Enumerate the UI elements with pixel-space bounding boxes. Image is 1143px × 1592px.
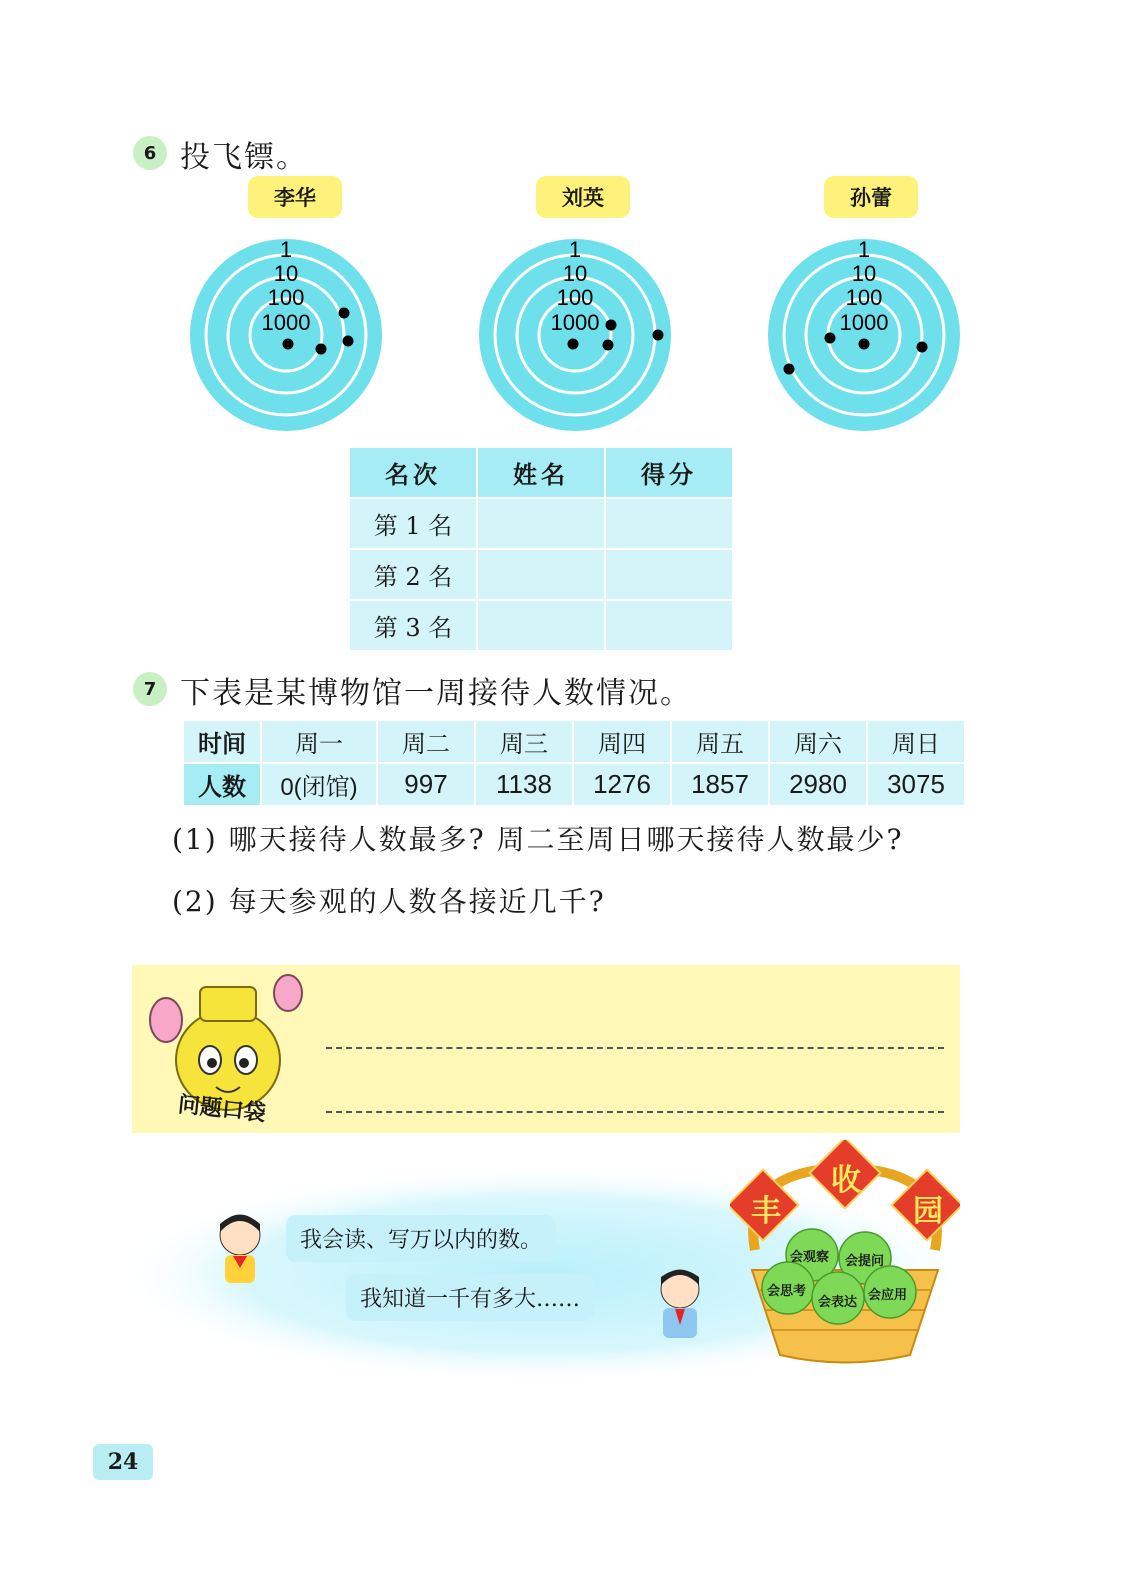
name-cell[interactable]	[477, 498, 605, 549]
label-1000: 1000	[550, 310, 600, 335]
girl-avatar	[205, 1210, 275, 1285]
apple-label: 会应用	[868, 1288, 908, 1303]
table-row	[349, 600, 733, 651]
label-1: 1	[857, 237, 871, 262]
label-10: 10	[562, 261, 588, 286]
label-100: 100	[267, 285, 305, 310]
ranking-table	[348, 446, 734, 652]
player-name-tag-1: 李华	[248, 176, 342, 218]
count-cell: 2980	[769, 763, 867, 806]
score-cell[interactable]	[605, 498, 733, 549]
count-cell: 0(闭馆)	[261, 763, 377, 806]
label-1: 1	[568, 237, 582, 262]
apple-label: 会观察	[790, 1250, 830, 1265]
label-1: 1	[279, 237, 293, 262]
day-cell: 周日	[867, 720, 965, 763]
dartboard-1	[186, 235, 386, 435]
name-cell[interactable]	[477, 549, 605, 600]
row-label-count: 人数	[183, 763, 261, 806]
label-100: 100	[845, 285, 883, 310]
question-7-sub-2: (2) 每天参观的人数各接近几千?	[172, 885, 606, 918]
count-cell: 1276	[573, 763, 671, 806]
dart-hit	[859, 339, 870, 350]
table-row	[349, 498, 733, 549]
page-number: 24	[93, 1444, 153, 1480]
day-cell: 周三	[475, 720, 573, 763]
answer-line-1[interactable]	[326, 1047, 944, 1049]
rank-cell: 第 1 名	[349, 498, 477, 549]
label-10: 10	[851, 261, 877, 286]
dart-hit	[343, 336, 354, 347]
day-cell: 周五	[671, 720, 769, 763]
dart-hit	[603, 340, 614, 351]
day-cell: 周一	[261, 720, 377, 763]
question-7-title: 下表是某博物馆一周接待人数情况。	[180, 676, 692, 711]
label-1000: 1000	[261, 310, 311, 335]
apple-label: 会提问	[845, 1254, 885, 1269]
dart-hit	[283, 339, 294, 350]
count-cell: 997	[377, 763, 475, 806]
header-score: 得分	[605, 447, 733, 498]
question-6-number: 6	[133, 136, 167, 170]
dartboard-3	[764, 235, 964, 435]
dart-hit	[653, 330, 664, 341]
dartboard-2	[475, 235, 675, 435]
name-cell[interactable]	[477, 600, 605, 651]
score-cell[interactable]	[605, 600, 733, 651]
girl-speech-bubble: 我会读、写万以内的数。	[286, 1215, 556, 1262]
header-rank: 名次	[349, 447, 477, 498]
diamond-char-1: 丰	[751, 1194, 781, 1229]
pocket-label: 问题口袋	[176, 1092, 267, 1127]
dart-hit	[339, 308, 350, 319]
apple-label: 会思考	[767, 1284, 807, 1299]
visitor-table	[182, 719, 966, 807]
diamond-char-3: 园	[913, 1194, 943, 1229]
question-6-title: 投飞镖。	[180, 140, 308, 175]
boy-avatar	[645, 1265, 715, 1340]
day-cell: 周四	[573, 720, 671, 763]
dart-hit	[606, 320, 617, 331]
rank-cell: 第 3 名	[349, 600, 477, 651]
player-name-tag-3: 孙蕾	[824, 176, 918, 218]
boy-speech-bubble: 我知道一千有多大……	[346, 1274, 594, 1321]
dart-hit	[784, 364, 795, 375]
table-row	[349, 549, 733, 600]
question-7-number: 7	[133, 672, 167, 706]
dart-hit	[917, 342, 928, 353]
label-1000: 1000	[839, 310, 889, 335]
header-name: 姓名	[477, 447, 605, 498]
dart-hit	[825, 333, 836, 344]
day-cell: 周二	[377, 720, 475, 763]
answer-line-2[interactable]	[326, 1111, 944, 1113]
question-7-sub-1: (1) 哪天接待人数最多? 周二至周日哪天接待人数最少?	[172, 823, 904, 856]
rank-cell: 第 2 名	[349, 549, 477, 600]
dart-hit	[316, 344, 327, 355]
dart-hit	[568, 339, 579, 350]
count-cell: 1857	[671, 763, 769, 806]
row-label-time: 时间	[183, 720, 261, 763]
label-100: 100	[556, 285, 594, 310]
count-cell: 1138	[475, 763, 573, 806]
day-cell: 周六	[769, 720, 867, 763]
apple-label: 会表达	[818, 1295, 858, 1310]
label-10: 10	[273, 261, 299, 286]
score-cell[interactable]	[605, 549, 733, 600]
count-cell: 3075	[867, 763, 965, 806]
diamond-char-2: 收	[831, 1163, 861, 1198]
player-name-tag-2: 刘英	[536, 176, 630, 218]
